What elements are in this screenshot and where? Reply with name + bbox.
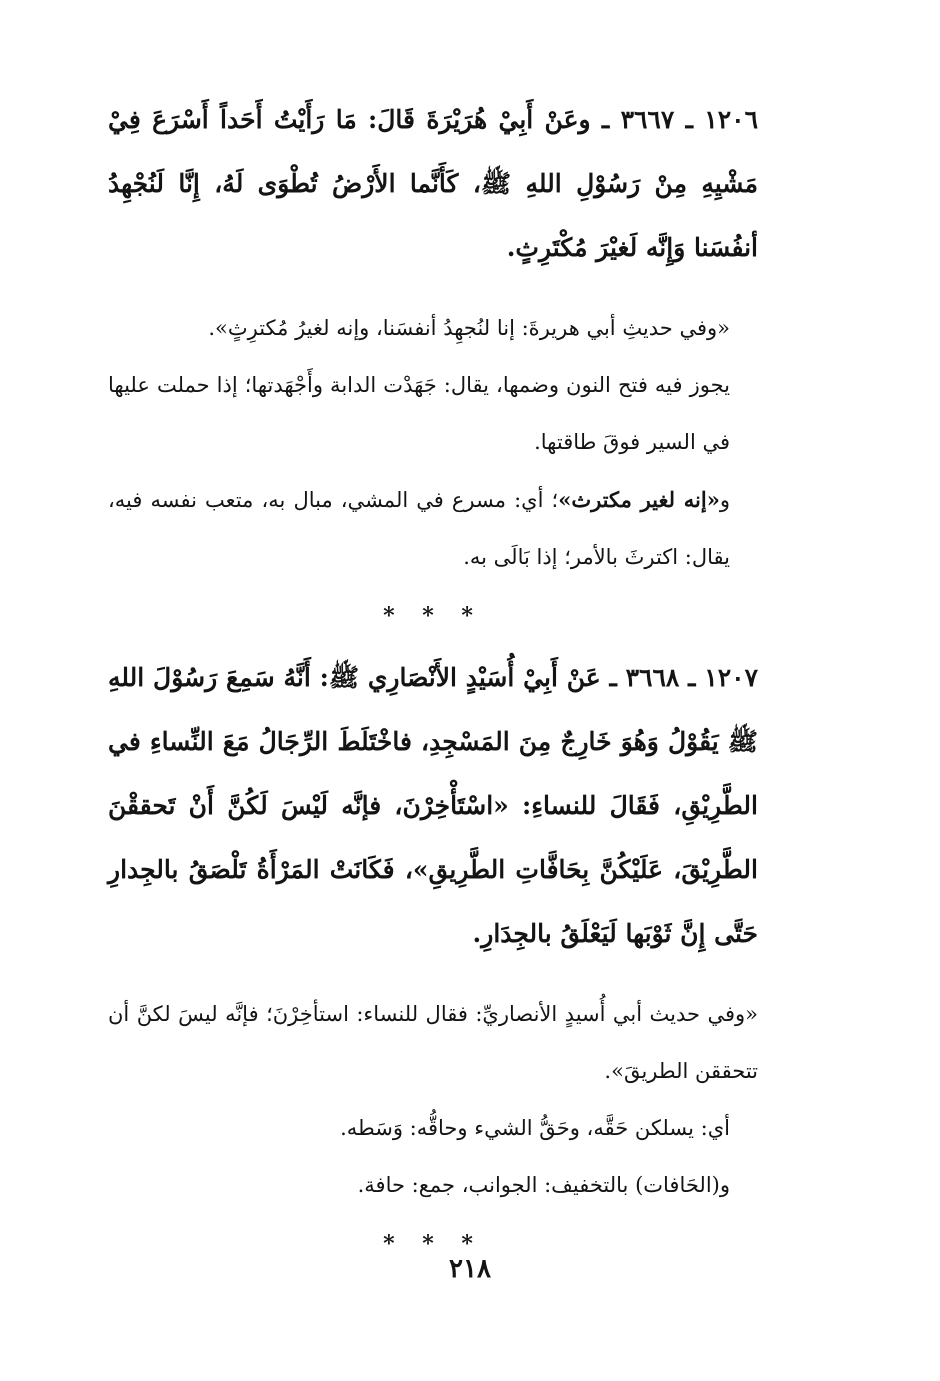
commentary-explanation-hafat: و(الحَافات) بالتخفيف: الجوانب، جمع: حافة. [357,1173,730,1197]
spacer [108,966,758,986]
conjunction: و [719,488,730,512]
quoted-phrase: «إنه لغير مكترث» [558,487,720,512]
section-separator: * * * [383,1231,483,1257]
commentary-quote-abu-hurayra: «وفي حديثِ أبي هريرةَ: إنا لنُجهِدُ أنفسَنا، وإنه لغيرُ مُكترِثٍ». [208,316,730,340]
commentary-quote-abu-usayd: «وفي حديث أبي أُسيدٍ الأنصاريِّ: فقال للنساء: استأخِرْنَ؛ فإنَّه ليسَ لكنَّ أن تتحققن الطريقَ». [108,1002,758,1083]
explanation-text: ؛ أي: مسرع في المشي، مبال به، متعب نفسه فيه، يقال: اكترثَ بالأمر؛ إذا بَالَى به. [108,488,730,569]
commentary-explanation-nun: يجوز فيه فتح النون وضمها، يقال: جَهَدْت الدابة وأَجْهَدتها؛ إذا حملت عليها في السير فوقَ طاقتها. [108,373,730,454]
hadith-1207: ١٢٠٧ ـ ٣٦٦٨ ـ عَنْ أَبِيْ أُسَيْدٍ الأَنْصَارِي ﷺ: أَنَّهُ سَمِعَ رَسُوْلَ اللهِ ﷺ يَقُوْلُ وَهُوَ خَارِجٌ مِنَ المَسْجِدِ، فاخْتَلَطَ الرِّجَالُ مَعَ النِّساءِ في الطَّرِيْقِ، فَقَالَ للنساءِ: «اسْتَأْخِرْنَ، فإنَّه لَيْسَ لَكُنَّ أَنْ تَحققْنَ الطَّرِيْقَ، عَلَيْكُنَّ بِحَافَّاتِ الطَّرِيقِ»، فَكَانَتْ المَرْأَةُ تَلْصَقُ بالجِدارِ حَتَّى إِنَّ ثَوْبَها لَيَعْلَقُ بالجِدَارِ. [108,663,758,948]
page-number: ٢١٨ [449,1254,491,1284]
section-separator: * * * [383,603,483,629]
hadith-1026: ١٢٠٦ ـ ٣٦٦٧ ـ وعَنْ أَبِيْ هُرَيْرَةَ قَالَ: مَا رَأَيْتُ أَحَداً أَسْرَعَ فِيْ مَشْيِهِ مِنْ رَسُوْلِ اللهِ ﷺ، كَأَنَّما الأَرْضُ تُطْوَى لَهُ، إِنَّا لَنُجْهِدُ أنفُسَنا وَإِنَّه لَغيْرَ مُكْتَرِثٍ. [108,105,758,262]
commentary-explanation-haqq: أي: يسلكن حَقَّه، وحَقُّ الشيء وحاقُّه: وَسَطه. [340,1116,730,1140]
page-content [108,88,758,1274]
spacer [108,280,758,300]
commentary-explanation-muktarith [108,471,758,586]
